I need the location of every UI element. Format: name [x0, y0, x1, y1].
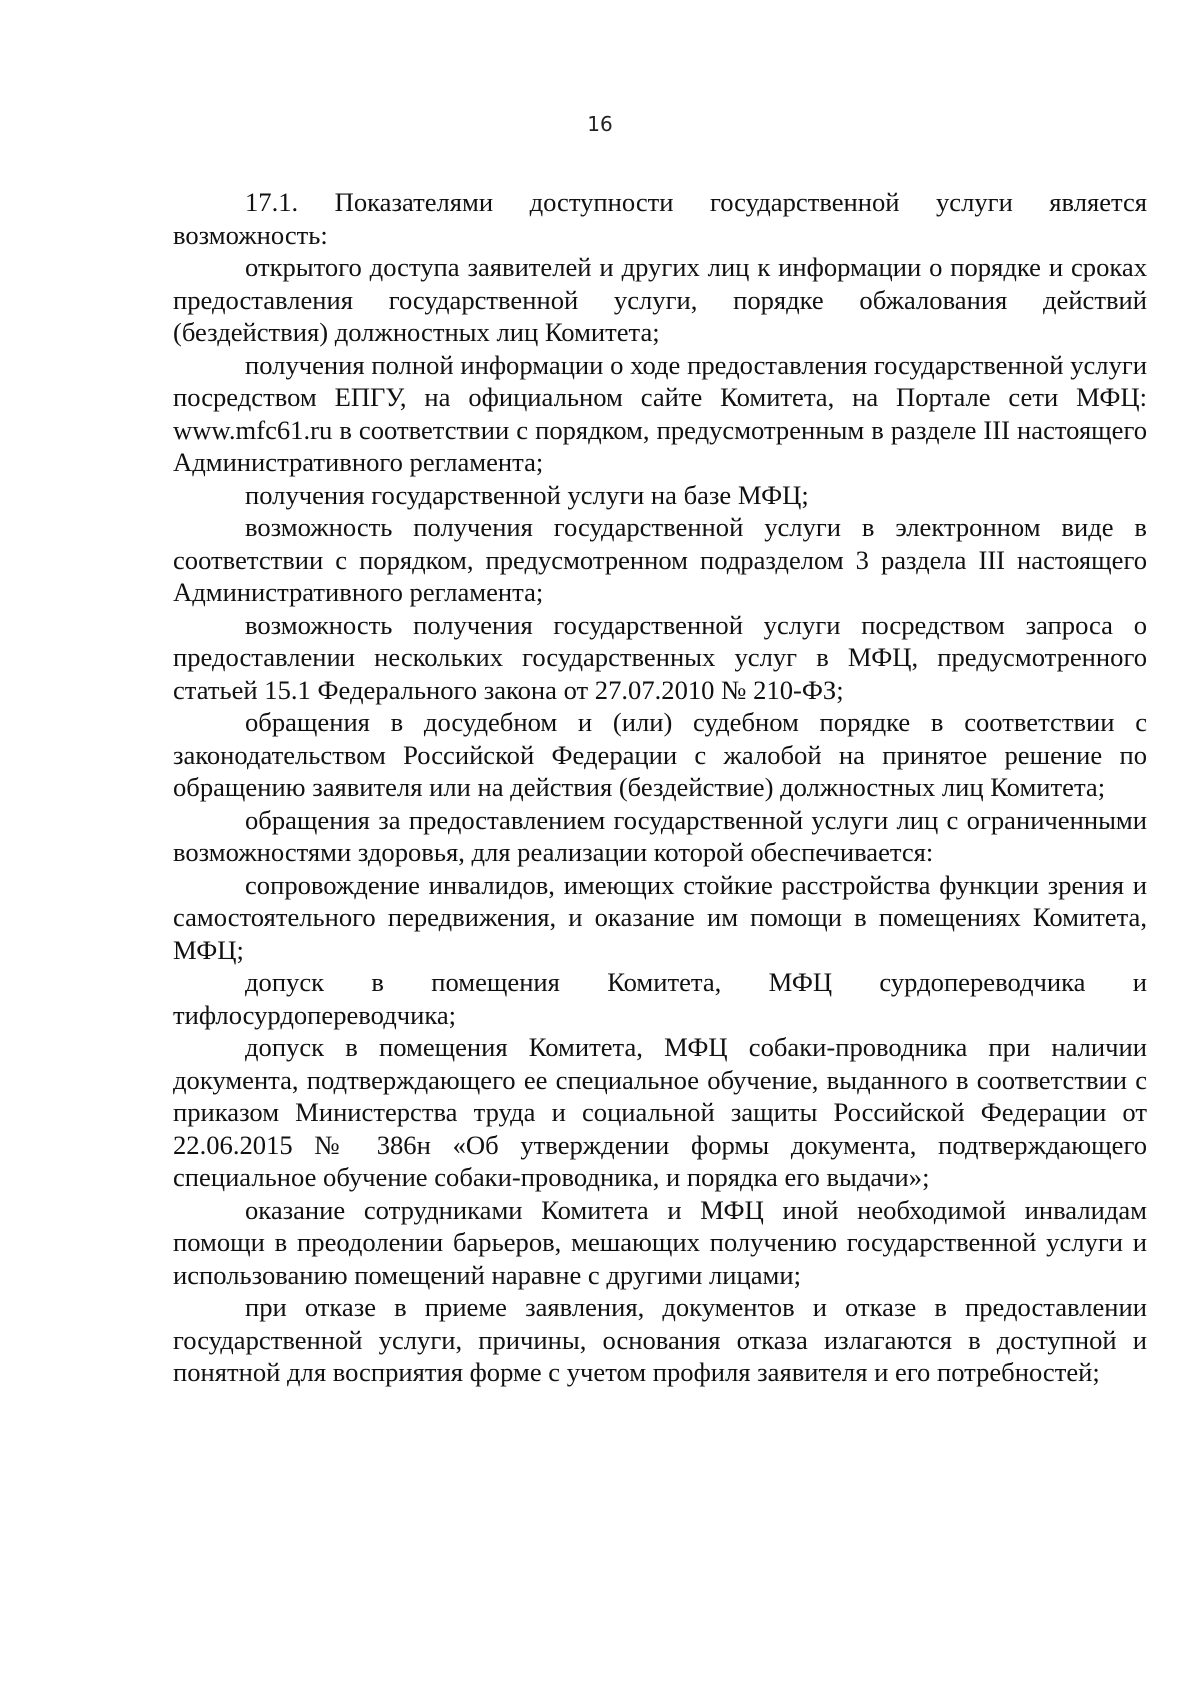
paragraph-2: открытого доступа заявителей и других лиц к информации о порядке и сроках предоставления государственной услуги, порядке обжалования действий (бездействия) должностных лиц Комитета; [173, 252, 1147, 347]
paragraph-12: оказание сотрудниками Комитета и МФЦ иной необходимой инвалидам помощи в преодолении барьеров, мешающих получению государственной услуги и использованию помещений наравне с другими лицами; [173, 1194, 1147, 1290]
paragraph-4: получения государственной услуги на базе МФЦ; [245, 479, 809, 510]
paragraph-7: обращения в досудебном и (или) судебном порядке в соответствии с законодательством Российской Федерации с жалобой на принятое решение по обращению заявителя или на действия (бездействие) должностных лиц Комитета; [173, 707, 1147, 802]
paragraph-11: допуск в помещения Комитета, МФЦ собаки-проводника при наличии документа, подтверждающего ее специальное обучение, выданного в соответствии с приказом Министерства труда и социальной защиты Российской Федерации от 22.06.2015 № 386н «Об утверждении формы документа, подтверждающего специальное обучение собаки-проводника, и порядка его выдачи»; [173, 1032, 1147, 1192]
paragraph-1: 17.1. Показателями доступности государственной услуги является возможность: [173, 187, 1147, 250]
document-body [173, 186, 1147, 1389]
paragraph-5: возможность получения государственной услуги в электронном виде в соответствии с порядком, предусмотренном подразделом 3 раздела III настоящего Административного регламента; [173, 512, 1147, 607]
paragraph-9: сопровождение инвалидов, имеющих стойкие расстройства функции зрения и самостоятельного передвижения, и оказание им помощи в помещениях Комитета, МФЦ; [173, 869, 1147, 965]
paragraph-6: возможность получения государственной услуги посредством запроса о предоставлении нескольких государственных услуг в МФЦ, предусмотренного статьей 15.1 Федерального закона от 27.07.2010 № 210-ФЗ; [173, 609, 1147, 705]
page-number: 16 [587, 112, 613, 136]
paragraph-3: получения полной информации о ходе предоставления государственной услуги посредством ЕПГУ, на официальном сайте Комитета, на Портале сети МФЦ: www.mfc61.ru в соответствии с порядком, предусмотренным в разделе III настоящего Административного регламента; [173, 349, 1147, 477]
paragraph-13: при отказе в приеме заявления, документов и отказе в предоставлении государственной услуги, причины, основания отказа излагаются в доступной и понятной для восприятия форме с учетом профиля заявителя и его потребностей; [173, 1292, 1147, 1387]
paragraph-8: обращения за предоставлением государственной услуги лиц с ограниченными возможностями здоровья, для реализации которой обеспечивается: [173, 804, 1147, 867]
paragraph-10: допуск в помещения Комитета, МФЦ сурдопереводчика и тифлосурдопереводчика; [173, 967, 1147, 1030]
